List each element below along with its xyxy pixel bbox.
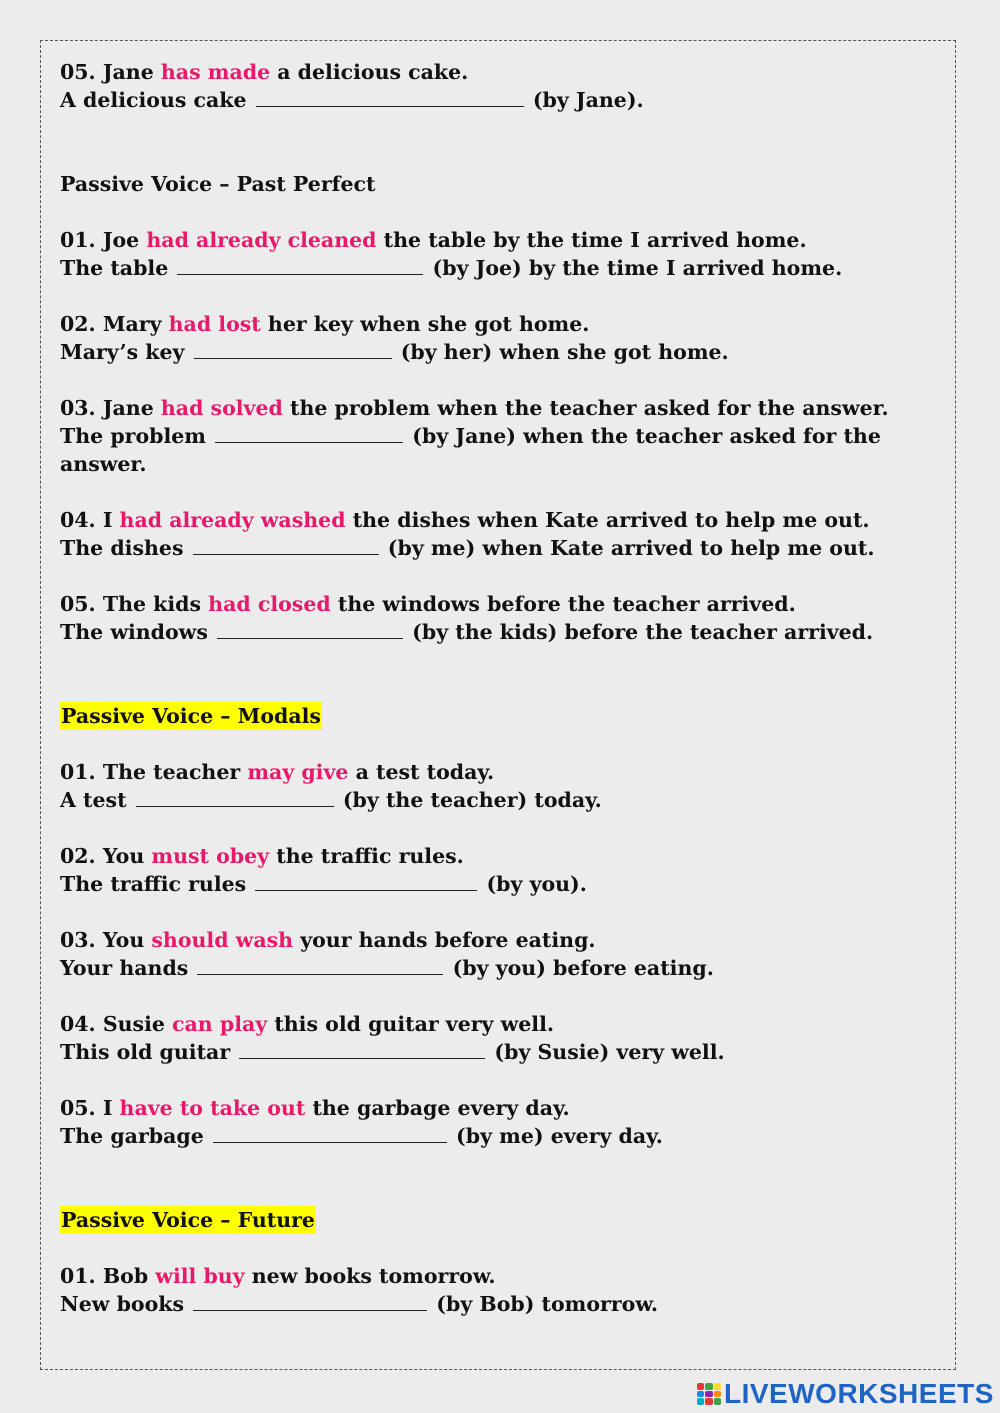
- exercise-item: [60, 1262, 940, 1318]
- answer-blank[interactable]: [213, 1122, 447, 1143]
- highlighted-verb: have to take out: [119, 1096, 306, 1120]
- section-heading-future: Passive Voice – Future: [61, 1208, 315, 1232]
- liveworksheets-logo-icon: [697, 1383, 721, 1405]
- highlighted-verb: had already cleaned: [146, 228, 377, 252]
- answer-blank[interactable]: [136, 786, 334, 807]
- passive-sentence: A test (by the teacher) today.: [60, 788, 602, 812]
- passive-sentence: The traffic rules (by you).: [60, 872, 587, 896]
- exercise-item: [60, 226, 940, 282]
- exercise-item: [60, 58, 940, 114]
- passive-sentence: The garbage (by me) every day.: [60, 1124, 663, 1148]
- answer-blank[interactable]: [255, 870, 477, 891]
- exercise-item: [60, 1094, 940, 1150]
- highlighted-verb: had lost: [168, 312, 261, 336]
- exercise-item: [60, 590, 940, 646]
- highlighted-verb: had closed: [208, 592, 331, 616]
- section-heading-past-perfect: Passive Voice – Past Perfect: [60, 172, 376, 196]
- active-sentence: 04. I had already washed the dishes when Kate arrived to help me out.: [60, 508, 870, 532]
- answer-blank[interactable]: [215, 422, 403, 443]
- highlighted-verb: had solved: [160, 396, 283, 420]
- active-sentence: 01. The teacher may give a test today.: [60, 760, 495, 784]
- active-sentence: 05. The kids had closed the windows before the teacher arrived.: [60, 592, 796, 616]
- answer-blank[interactable]: [256, 86, 524, 107]
- active-sentence: 05. I have to take out the garbage every day.: [60, 1096, 570, 1120]
- section-heading-modals: Passive Voice – Modals: [61, 704, 321, 728]
- active-sentence: 01. Bob will buy new books tomorrow.: [60, 1264, 496, 1288]
- passive-sentence: The problem (by Jane) when the teacher asked for the answer.: [60, 424, 881, 476]
- exercise-item: [60, 758, 940, 814]
- exercise-item: [60, 506, 940, 562]
- passive-sentence: The dishes (by me) when Kate arrived to help me out.: [60, 536, 875, 560]
- highlighted-verb: can play: [172, 1012, 268, 1036]
- worksheet-content: [60, 58, 940, 1346]
- exercise-item: [60, 1010, 940, 1066]
- active-sentence: 02. Mary had lost her key when she got home.: [60, 312, 590, 336]
- active-sentence: 03. You should wash your hands before eating.: [60, 928, 596, 952]
- highlighted-verb: will buy: [155, 1264, 245, 1288]
- answer-blank[interactable]: [197, 954, 443, 975]
- passive-sentence: Mary’s key (by her) when she got home.: [60, 340, 729, 364]
- highlighted-verb: must obey: [151, 844, 270, 868]
- active-sentence: 04. Susie can play this old guitar very well.: [60, 1012, 555, 1036]
- highlighted-verb: had already washed: [119, 508, 346, 532]
- passive-sentence: Your hands (by you) before eating.: [60, 956, 714, 980]
- brand-wordmark: LIVEWORKSHEETS: [724, 1378, 994, 1409]
- highlighted-verb: may give: [247, 760, 349, 784]
- answer-blank[interactable]: [194, 338, 392, 359]
- answer-blank[interactable]: [239, 1038, 485, 1059]
- passive-sentence: The table (by Joe) by the time I arrived home.: [60, 256, 843, 280]
- active-sentence: 05. Jane has made a delicious cake.: [60, 60, 469, 84]
- exercise-item: [60, 310, 940, 366]
- passive-sentence: This old guitar (by Susie) very well.: [60, 1040, 725, 1064]
- answer-blank[interactable]: [193, 534, 379, 555]
- active-sentence: 01. Joe had already cleaned the table by the time I arrived home.: [60, 228, 807, 252]
- section-heading: [60, 1206, 940, 1234]
- highlighted-verb: should wash: [151, 928, 294, 952]
- answer-blank[interactable]: [193, 1290, 427, 1311]
- exercise-item: [60, 394, 940, 478]
- passive-sentence: New books (by Bob) tomorrow.: [60, 1292, 659, 1316]
- highlighted-verb: has made: [160, 60, 271, 84]
- passive-sentence: The windows (by the kids) before the teacher arrived.: [60, 620, 874, 644]
- active-sentence: 03. Jane had solved the problem when the teacher asked for the answer.: [60, 396, 889, 420]
- exercise-item: [60, 842, 940, 898]
- section-heading: [60, 702, 940, 730]
- answer-blank[interactable]: [177, 254, 423, 275]
- section-heading: [60, 170, 940, 198]
- liveworksheets-brand[interactable]: [697, 1379, 994, 1409]
- answer-blank[interactable]: [217, 618, 403, 639]
- passive-sentence: A delicious cake (by Jane).: [60, 88, 644, 112]
- exercise-item: [60, 926, 940, 982]
- active-sentence: 02. You must obey the traffic rules.: [60, 844, 464, 868]
